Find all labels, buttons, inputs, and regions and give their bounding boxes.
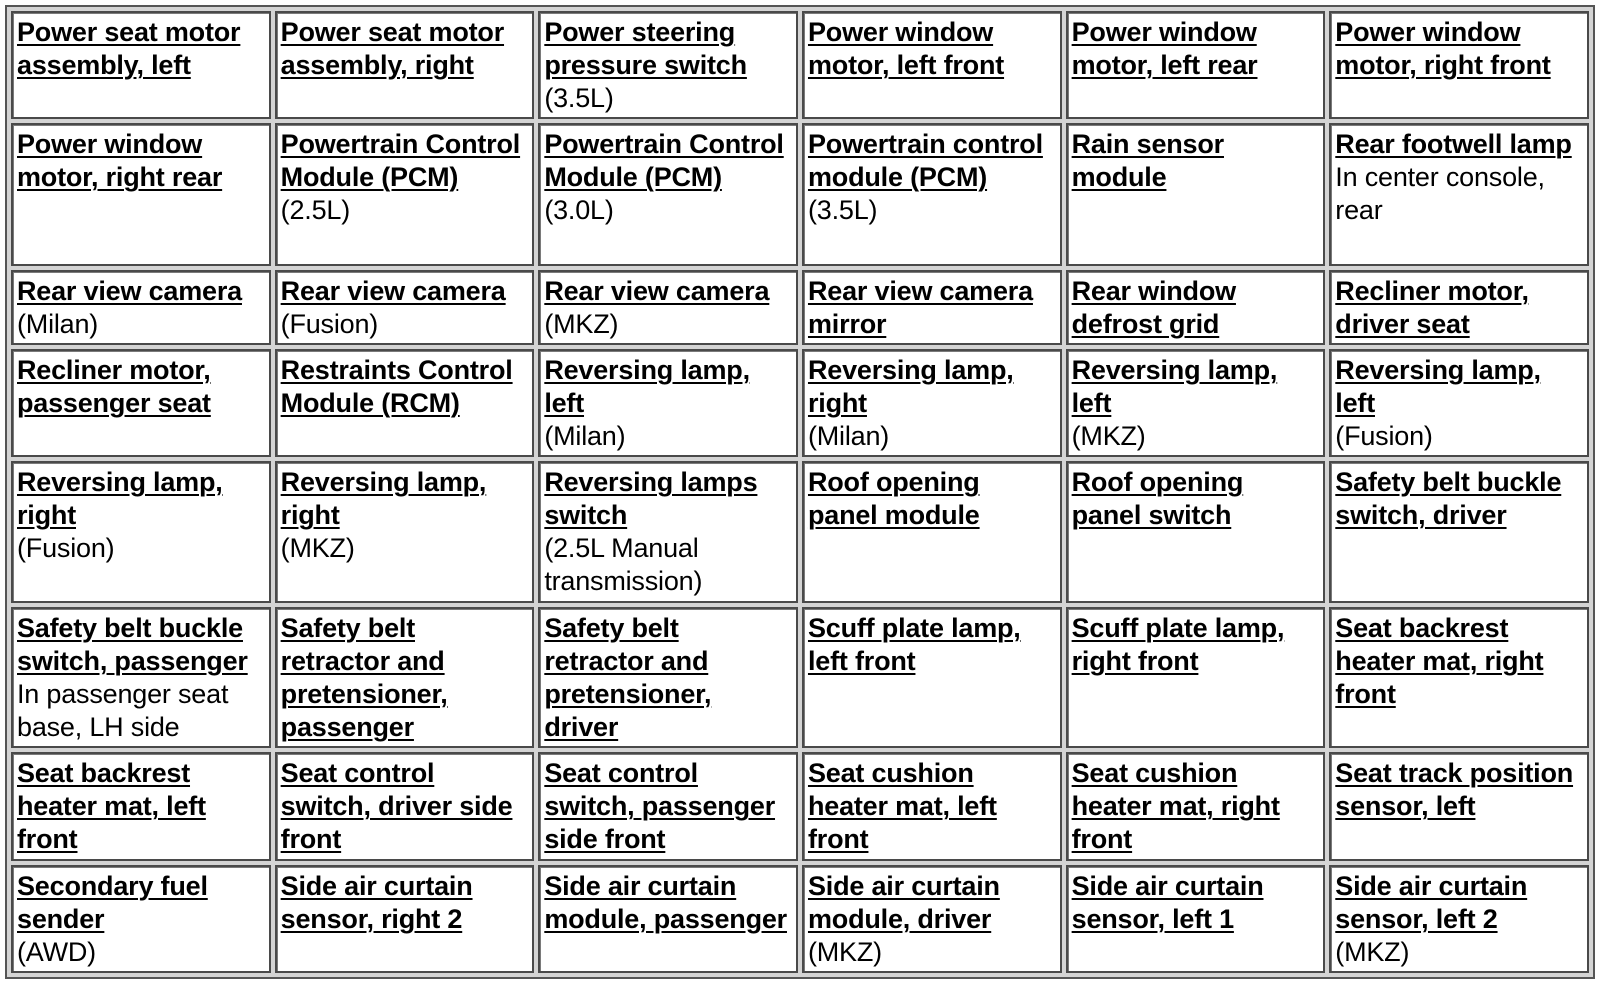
table-cell	[1329, 123, 1589, 266]
component-link-reversing-lamp-right-milan[interactable]: Reversing lamp, right	[807, 354, 1014, 418]
component-link-reversing-lamp-right-fusion[interactable]: Reversing lamp, right	[17, 467, 223, 531]
table-row	[11, 349, 1589, 457]
table-row	[11, 752, 1589, 860]
component-link-restraints-control-module-rcm[interactable]: Restraints Control Module (RCM)	[280, 354, 513, 418]
component-note: (MKZ)	[1335, 936, 1410, 967]
table-cell	[802, 11, 1062, 119]
table-cell	[1329, 865, 1589, 973]
table-cell	[1329, 607, 1589, 749]
table-cell	[11, 752, 271, 860]
component-link-reversing-lamp-left-milan[interactable]: Reversing lamp, left	[544, 354, 750, 418]
component-link-rear-view-camera-mkz[interactable]: Rear view camera	[544, 275, 770, 306]
component-note: (MKZ)	[280, 533, 355, 564]
table-cell	[1066, 123, 1326, 266]
table-cell	[802, 752, 1062, 860]
component-link-recliner-motor-driver-seat[interactable]: Recliner motor, driver seat	[1335, 275, 1529, 339]
component-link-roof-opening-panel-switch[interactable]: Roof opening panel switch	[1071, 467, 1244, 531]
component-link-powertrain-control-module-pcm-3-0l[interactable]: Powertrain Control Module (PCM)	[544, 129, 784, 193]
table-row	[11, 607, 1589, 749]
component-link-reversing-lamp-left-fusion[interactable]: Reversing lamp, left	[1335, 354, 1541, 418]
table-cell	[538, 607, 798, 749]
component-link-reversing-lamp-left-mkz[interactable]: Reversing lamp, left	[1071, 354, 1278, 418]
component-link-power-window-motor-right-front[interactable]: Power window motor, right front	[1335, 17, 1551, 80]
table-cell	[11, 123, 271, 266]
table-cell	[275, 11, 535, 119]
table-cell	[1066, 461, 1326, 603]
component-link-safety-belt-retractor-and-pretensioner-passenger[interactable]: Safety belt retractor and pretensioner, passenger	[280, 612, 448, 742]
component-note: In center console, rear	[1335, 162, 1545, 226]
component-link-rear-view-camera-milan[interactable]: Rear view camera	[17, 275, 242, 306]
component-note: (AWD)	[17, 936, 96, 967]
table-cell	[275, 865, 535, 973]
component-link-power-window-motor-right-rear[interactable]: Power window motor, right rear	[17, 129, 223, 193]
table-cell	[1066, 865, 1326, 973]
table-row	[11, 123, 1589, 266]
table-cell	[802, 349, 1062, 457]
table-cell	[538, 752, 798, 860]
component-note: (2.5L Manual transmission)	[544, 533, 703, 597]
component-link-side-air-curtain-module-driver-mkz[interactable]: Side air curtain module, driver	[807, 870, 1000, 934]
component-link-rear-view-camera-mirror[interactable]: Rear view camera mirror	[807, 275, 1033, 339]
component-note: (2.5L)	[280, 195, 350, 226]
component-note: (MKZ)	[807, 936, 882, 967]
component-location-table	[5, 5, 1595, 979]
table-cell	[275, 607, 535, 749]
table-cell	[275, 461, 535, 603]
table-cell	[1066, 270, 1326, 345]
table-cell	[538, 349, 798, 457]
table-cell	[802, 865, 1062, 973]
component-note: (Milan)	[807, 420, 890, 451]
table-row	[11, 270, 1589, 345]
table-cell	[1066, 752, 1326, 860]
component-link-power-window-motor-left-front[interactable]: Power window motor, left front	[807, 17, 1005, 80]
table-cell	[1066, 11, 1326, 119]
table-row	[11, 865, 1589, 973]
component-note: (3.5L)	[544, 83, 614, 113]
table-cell	[538, 865, 798, 973]
component-note: (Milan)	[17, 308, 99, 339]
component-link-rear-window-defrost-grid[interactable]: Rear window defrost grid	[1071, 275, 1236, 339]
table-cell	[275, 270, 535, 345]
component-note: In passenger seat base, LH side	[17, 678, 229, 742]
table-cell	[802, 461, 1062, 603]
table-cell	[11, 865, 271, 973]
table-cell	[11, 461, 271, 603]
component-note: (Milan)	[544, 420, 626, 451]
component-link-safety-belt-retractor-and-pretensioner-driver[interactable]: Safety belt retractor and pretensioner, driver	[544, 612, 712, 742]
table-cell	[1329, 752, 1589, 860]
table-cell	[275, 123, 535, 266]
component-link-rear-footwell-lamp-in-center-console-rear[interactable]: Rear footwell lamp	[1335, 129, 1572, 160]
component-link-roof-opening-panel-module[interactable]: Roof opening panel module	[807, 467, 980, 531]
table-row	[11, 11, 1589, 119]
table-cell	[538, 11, 798, 119]
table-cell	[538, 270, 798, 345]
table-cell	[1329, 11, 1589, 119]
table-cell	[1329, 349, 1589, 457]
component-link-seat-control-switch-passenger-side-front[interactable]: Seat control switch, passenger side front	[544, 758, 776, 855]
table-cell	[538, 123, 798, 266]
component-link-power-seat-motor-assembly-left[interactable]: Power seat motor assembly, left	[17, 17, 241, 80]
table-cell	[802, 270, 1062, 345]
component-note: (MKZ)	[544, 308, 619, 339]
table-cell	[11, 11, 271, 119]
component-link-side-air-curtain-sensor-left-2-mkz[interactable]: Side air curtain sensor, left 2	[1335, 870, 1528, 934]
table-cell	[11, 270, 271, 345]
component-link-seat-backrest-heater-mat-right-front[interactable]: Seat backrest heater mat, right front	[1335, 612, 1544, 709]
component-note: (MKZ)	[1071, 420, 1146, 451]
component-note: (3.0L)	[544, 195, 614, 226]
component-link-reversing-lamp-right-mkz[interactable]: Reversing lamp, right	[280, 467, 487, 531]
table-cell	[275, 349, 535, 457]
component-link-reversing-lamps-switch-2-5l-manual-transmission[interactable]: Reversing lamps switch	[544, 467, 758, 531]
table-cell	[275, 752, 535, 860]
component-note: (Fusion)	[17, 533, 115, 564]
table-cell	[1066, 607, 1326, 749]
table-cell	[1329, 270, 1589, 345]
component-link-rear-view-camera-fusion[interactable]: Rear view camera	[280, 275, 506, 306]
table-cell	[538, 461, 798, 603]
component-link-safety-belt-buckle-switch-passenger-in-passenger-seat-base-lh-side[interactable]: Safety belt buckle switch, passenger	[17, 612, 248, 676]
table-cell	[802, 123, 1062, 266]
component-link-side-air-curtain-module-passenger[interactable]: Side air curtain module, passenger	[544, 870, 787, 934]
component-link-scuff-plate-lamp-right-front[interactable]: Scuff plate lamp, right front	[1071, 612, 1285, 676]
component-link-scuff-plate-lamp-left-front[interactable]: Scuff plate lamp, left front	[807, 612, 1021, 676]
table-cell	[1329, 461, 1589, 603]
component-link-side-air-curtain-sensor-right-2[interactable]: Side air curtain sensor, right 2	[280, 870, 473, 934]
component-link-seat-track-position-sensor-left[interactable]: Seat track position sensor, left	[1335, 758, 1574, 822]
table-body	[11, 11, 1589, 973]
component-link-secondary-fuel-sender-awd[interactable]: Secondary fuel sender	[17, 870, 208, 934]
component-link-side-air-curtain-sensor-left-1[interactable]: Side air curtain sensor, left 1	[1071, 870, 1264, 934]
component-link-power-seat-motor-assembly-right[interactable]: Power seat motor assembly, right	[280, 17, 505, 80]
component-note: (Fusion)	[280, 308, 379, 339]
component-link-powertrain-control-module-pcm-2-5l[interactable]: Powertrain Control Module (PCM)	[280, 129, 521, 193]
component-link-seat-cushion-heater-mat-left-front[interactable]: Seat cushion heater mat, left front	[807, 758, 997, 855]
component-link-seat-backrest-heater-mat-left-front[interactable]: Seat backrest heater mat, left front	[17, 758, 206, 855]
table-cell	[1066, 349, 1326, 457]
component-link-seat-cushion-heater-mat-right-front[interactable]: Seat cushion heater mat, right front	[1071, 758, 1280, 855]
component-note: (Fusion)	[1335, 420, 1433, 451]
component-link-power-steering-pressure-switch-3-5l[interactable]: Power steering pressure switch	[544, 17, 747, 80]
component-link-seat-control-switch-driver-side-front[interactable]: Seat control switch, driver side front	[280, 758, 513, 855]
component-link-recliner-motor-passenger-seat[interactable]: Recliner motor, passenger seat	[17, 354, 211, 418]
component-link-rain-sensor-module[interactable]: Rain sensor module	[1071, 129, 1224, 193]
table-cell	[11, 607, 271, 749]
component-link-safety-belt-buckle-switch-driver[interactable]: Safety belt buckle switch, driver	[1335, 467, 1562, 531]
table-row	[11, 461, 1589, 603]
component-link-powertrain-control-module-pcm-3-5l[interactable]: Powertrain control module (PCM)	[807, 129, 1043, 193]
table-cell	[11, 349, 271, 457]
table-cell	[802, 607, 1062, 749]
component-link-power-window-motor-left-rear[interactable]: Power window motor, left rear	[1071, 17, 1258, 80]
component-note: (3.5L)	[807, 195, 878, 226]
